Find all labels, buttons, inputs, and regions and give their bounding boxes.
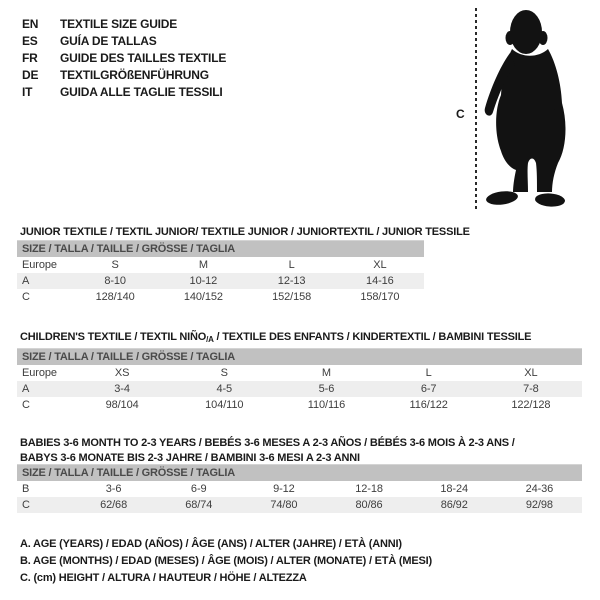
babies-section-title [20,436,515,466]
table-cell: 9-12 [273,483,295,495]
footnote-c: C. (cm) HEIGHT / ALTURA / HAUTEUR / HÖHE / ALTEZZA [20,572,307,584]
table-cell: L [288,259,295,271]
row-label-europe: Europe [22,367,57,379]
table-row [17,397,582,413]
language-title: GUIDA ALLE TAGLIE TESSILI [60,84,223,99]
row-label-b: B [22,483,30,495]
table-cell: 158/170 [360,291,400,303]
table-cell: 80/86 [355,499,383,511]
language-title: TEXTILGRÖßENFÜHRUNG [60,67,209,82]
list-item [22,15,226,32]
table-cell: 86/92 [440,499,468,511]
table-cell: 7-8 [523,383,539,395]
table-cell: 10-12 [189,275,218,287]
title-text: CHILDREN'S TEXTILE / TEXTIL NIÑO [20,331,207,344]
row-label-c: C [22,291,30,303]
footnote-a: A. AGE (YEARS) / EDAD (AÑOS) / ÂGE (ANS) / ALTER (JAHRE) / ETÀ (ANNI) [20,538,402,550]
table-row [17,497,582,513]
row-label-c: C [22,499,30,511]
table-cell: 4-5 [216,383,233,395]
foot-shape [485,190,518,207]
table-row [17,481,582,497]
language-list [22,15,226,100]
baby-silhouette [485,10,566,208]
table-cell: 122/128 [511,399,551,411]
table-cell: 110/116 [307,399,346,411]
table-row [17,257,424,273]
table-cell: 12-13 [277,275,306,287]
table-cell: 12-18 [355,483,383,495]
language-code: FR [22,50,38,65]
junior-section-title: JUNIOR TEXTILE / TEXTIL JUNIOR/ TEXTILE JUNIOR / JUNIORTEXTIL / JUNIOR TESSILE [20,226,470,239]
table-row [17,365,582,381]
table-cell: 104/110 [205,399,244,411]
language-code: ES [22,33,38,48]
table-cell: L [425,367,432,379]
row-label-a: A [22,275,30,287]
size-header-bar: SIZE / TALLA / TAILLE / GRÖSSE / TAGLIA [17,348,582,365]
table-cell: 116/122 [409,399,448,411]
language-code: EN [22,16,39,31]
language-code: DE [22,67,39,82]
table-cell: 152/158 [272,291,312,303]
footnote-b: B. AGE (MONTHS) / EDAD (MESES) / ÂGE (MOIS) / ALTER (MONATE) / ETÀ (MESI) [20,555,432,567]
children-section-title [20,331,531,344]
row-label-c: C [22,399,30,411]
table-cell: 92/98 [525,499,553,511]
foot-shape [535,192,566,207]
language-title: GUÍA DE TALLAS [60,33,157,48]
legend-footnotes [20,536,432,587]
table-cell: 98/104 [105,399,139,411]
babies-size-table [17,481,582,513]
table-cell: 6-7 [420,383,437,395]
children-size-table [17,365,582,413]
table-cell: 74/80 [270,499,298,511]
language-code: IT [22,84,33,99]
table-cell: S [111,259,119,271]
table-cell: 140/152 [183,291,223,303]
table-cell: M [198,259,208,271]
title-line-2: BABYS 3-6 MONATE BIS 2-3 JAHRE / BAMBINI 3-6 MESI A 2-3 ANNI [20,452,360,465]
list-item [22,32,226,49]
list-item [22,49,226,66]
title-text: / TEXTILE DES ENFANTS / KINDERTEXTIL / BAMBINI TESSILE [213,331,532,344]
title-line-1: BABIES 3-6 MONTH TO 2-3 YEARS / BEBÉS 3-6 MESES A 2-3 AÑOS / BÉBÉS 3-6 MOIS À 2-3 ANS / [20,437,515,450]
row-label-europe: Europe [22,259,57,271]
list-item [22,66,226,83]
table-cell: XL [373,259,387,271]
table-cell: 68/74 [185,499,213,511]
table-cell: S [220,367,228,379]
table-cell: 3-6 [105,483,122,495]
junior-size-table [17,257,424,305]
table-cell: 14-16 [366,275,394,287]
language-title: TEXTILE SIZE GUIDE [60,16,178,31]
size-header-bar: SIZE / TALLA / TAILLE / GRÖSSE / TAGLIA [17,464,582,481]
baby-silhouette-image [468,5,585,215]
height-c-label: C [456,107,465,121]
table-row [17,273,424,289]
table-cell: M [321,367,331,379]
language-title: GUIDE DES TAILLES TEXTILE [60,50,227,65]
table-cell: 62/68 [100,499,128,511]
table-row [17,289,424,305]
table-cell: 24-36 [525,483,554,495]
row-label-a: A [22,383,30,395]
table-cell: 6-9 [190,483,207,495]
size-header-bar: SIZE / TALLA / TAILLE / GRÖSSE / TAGLIA [17,240,424,257]
table-cell: 5-6 [318,383,335,395]
list-item [22,83,226,100]
table-cell: 8-10 [104,275,126,287]
table-cell: 3-4 [114,383,130,395]
table-cell: XS [114,367,130,379]
baby-height-figure [450,5,590,217]
table-cell: XL [524,367,538,379]
title-subscript: /A [206,335,214,345]
table-cell: 18-24 [440,483,469,495]
table-cell: 128/140 [95,291,135,303]
table-row [17,381,582,397]
head-shape [510,10,542,54]
